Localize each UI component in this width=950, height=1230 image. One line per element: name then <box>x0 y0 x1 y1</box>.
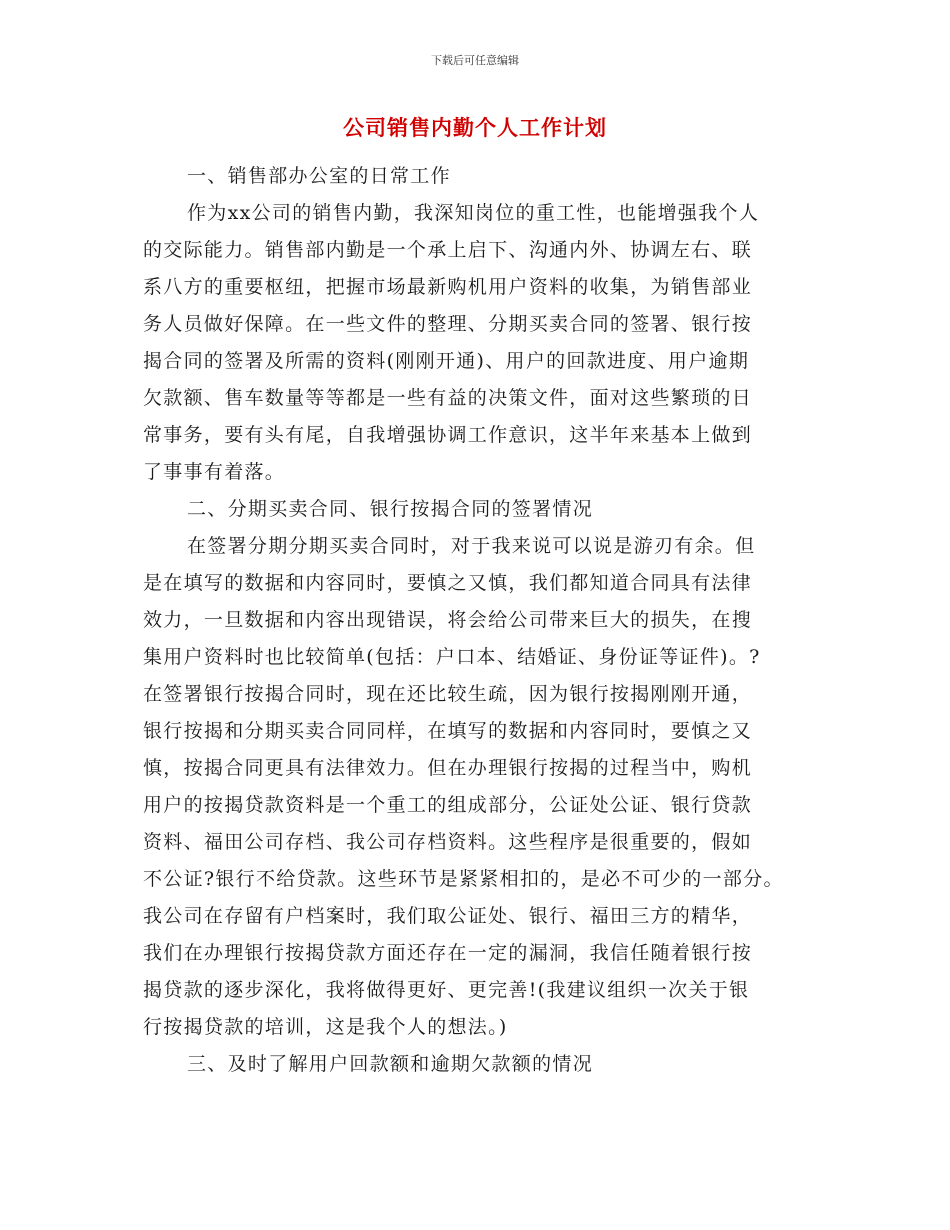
paragraph-line: 在签署分期分期买卖合同时，对于我来说可以说是游刃有余。但 <box>187 535 756 557</box>
paragraph-line: 行按揭贷款的培训，这是我个人的想法。) <box>143 1016 508 1038</box>
document-body <box>143 158 823 1083</box>
paragraph-line: 揭合同的签署及所需的资料(刚刚开通)、用户的回款进度、用户逾期 <box>143 350 750 372</box>
section-heading-2: 二、分期买卖合同、银行按揭合同的签署情况 <box>187 498 594 520</box>
paragraph-line: 在签署银行按揭合同时，现在还比较生疏，因为银行按揭刚刚开通， <box>143 683 753 705</box>
paragraph-line: 欠款额、售车数量等等都是一些有益的决策文件，面对这些繁琐的日 <box>143 387 753 409</box>
paragraph-line: 揭贷款的逐步深化，我将做得更好、更完善!(我建议组织一次关于银 <box>143 979 750 1001</box>
section-heading-3: 三、及时了解用户回款额和逾期欠款额的情况 <box>187 1053 594 1075</box>
paragraph-line: 的交际能力。销售部内勤是一个承上启下、沟通内外、协调左右、联 <box>143 239 753 261</box>
paragraph-line: 资料、福田公司存档、我公司存档资料。这些程序是很重要的，假如 <box>143 831 753 853</box>
paragraph-line: 常事务，要有头有尾，自我增强协调工作意识，这半年来基本上做到 <box>143 424 753 446</box>
paragraph-line: 是在填写的数据和内容同时，要慎之又慎，我们都知道合同具有法律 <box>143 572 753 594</box>
paragraph-line: 了事事有着落。 <box>143 461 286 483</box>
paragraph-line: 效力，一旦数据和内容出现错误，将会给公司带来巨大的损失，在搜 <box>143 609 753 631</box>
paragraph-line: 不公证?银行不给贷款。这些环节是紧紧相扣的，是必不可少的一部分。 <box>143 868 784 890</box>
paragraph-line: 我们在办理银行按揭贷款方面还存在一定的漏洞，我信任随着银行按 <box>143 942 753 964</box>
paragraph-line: 系八方的重要枢纽，把握市场最新购机用户资料的收集，为销售部业 <box>143 276 753 298</box>
paragraph-line: 我公司在存留有户档案时，我们取公证处、银行、福田三方的精华， <box>143 905 753 927</box>
paragraph-line: 集用户资料时也比较简单(包括：户口本、结婚证、身份证等证件)。? <box>143 646 761 668</box>
paragraph-line: 银行按揭和分期买卖合同同样，在填写的数据和内容同时，要慎之又 <box>143 720 753 742</box>
paragraph-line: 作为xx公司的销售内勤，我深知岗位的重工性，也能增强我个人 <box>187 202 760 224</box>
document-title: 公司销售内勤个人工作计划 <box>343 115 607 140</box>
paragraph-line: 务人员做好保障。在一些文件的整理、分期买卖合同的签署、银行按 <box>143 313 753 335</box>
paragraph-line: 用户的按揭贷款资料是一个重工的组成部分，公证处公证、银行贷款 <box>143 794 753 816</box>
header-note: 下载后可任意编辑 <box>431 54 519 67</box>
paragraph-line: 慎，按揭合同更具有法律效力。但在办理银行按揭的过程当中，购机 <box>143 757 753 779</box>
section-heading-1: 一、销售部办公室的日常工作 <box>187 165 451 187</box>
